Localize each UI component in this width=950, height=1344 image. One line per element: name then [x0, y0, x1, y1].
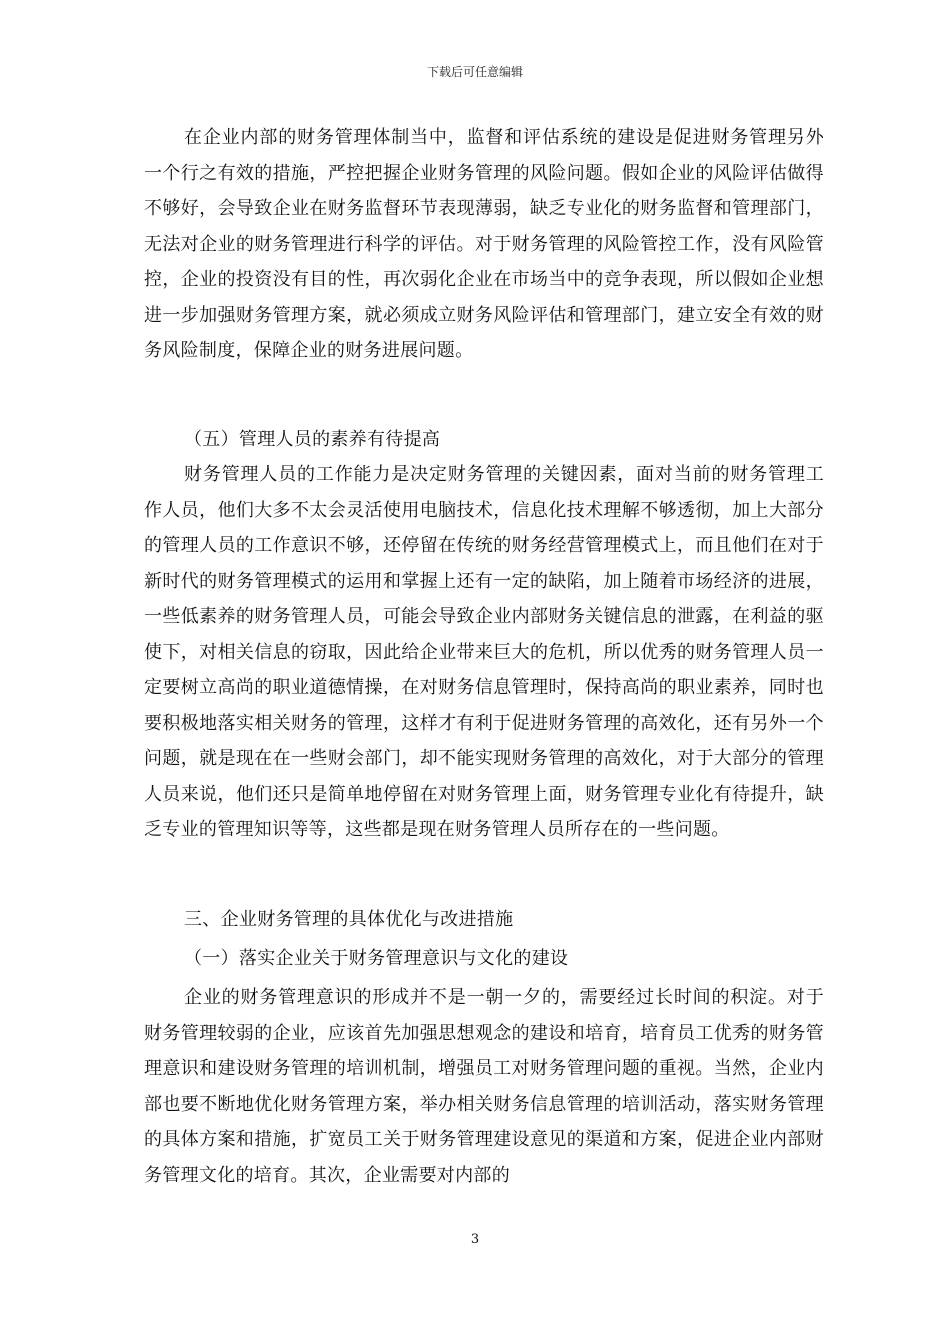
section-heading-1: （一）落实企业关于财务管理意识与文化的建设 — [184, 948, 569, 969]
paragraph-awareness-culture: 企业的财务管理意识的形成并不是一朝一夕的，需要经过长时间的积淀。对于财务管理较弱的企业，应该首先加强思想观念的建设和培育，培育员工优秀的财务管理意识和建设财务管理的培训机制，增强员工对财务管理问题的重视。当然，企业内部也要不断地优化财务管理方案，举办相关财务信息管理的培训活动，落实财务管理的具体方案和措施，扩宽员工关于财务管理建设意见的渠道和方案，促进企业内部财务管理文化的培育。其次，企业需要对内部的 — [144, 987, 824, 1186]
page-number: 3 — [470, 1232, 480, 1247]
section-heading-5: （五）管理人员的素养有待提高 — [184, 429, 441, 450]
paragraph-staff-quality: 财务管理人员的工作能力是决定财务管理的关键因素，面对当前的财务管理工作人员，他们大多不太会灵活使用电脑技术，信息化技术理解不够透彻，加上大部分的管理人员的工作意识不够，还停留在传统的财务经营管理模式上，而且他们在对于新时代的财务管理模式的运用和掌握上还有一定的缺陷，加上随着市场经济的进展，一些低素养的财务管理人员，可能会导致企业内部财务关键信息的泄露，在利益的驱使下，对相关信息的窃取，因此给企业带来巨大的危机，所以优秀的财务管理人员一定要树立高尚的职业道德情操，在对财务信息管理时，保持高尚的职业素养，同时也要积极地落实相关财务的管理，这样才有利于促进财务管理的高效化，还有另外一个问题，就是现在在一些财会部门，却不能实现财务管理的高效化，对于大部分的管理人员来说，他们还只是简单地停留在对财务管理上面，财务管理专业化有待提升，缺乏专业的管理知识等等，这些都是现在财务管理人员所存在的一些问题。 — [144, 464, 824, 840]
paragraph-risk-assessment: 在企业内部的财务管理体制当中，监督和评估系统的建设是促进财务管理另外一个行之有效的措施，严控把握企业财务管理的风险问题。假如企业的风险评估做得不够好，会导致企业在财务监督环节表现薄弱，缺乏专业化的财务监督和管理部门，无法对企业的财务管理进行科学的评估。对于财务管理的风险管控工作，没有风险管控，企业的投资没有目的性，再次弱化企业在市场当中的竞争表现，所以假如企业想进一步加强财务管理方案，就必须成立财务风险评估和管理部门，建立安全有效的财务风险制度，保障企业的财务进展问题。 — [144, 127, 824, 361]
chapter-heading-3: 三、企业财务管理的具体优化与改进措施 — [184, 909, 514, 930]
page-header: 下载后可任意编辑 — [426, 65, 523, 79]
